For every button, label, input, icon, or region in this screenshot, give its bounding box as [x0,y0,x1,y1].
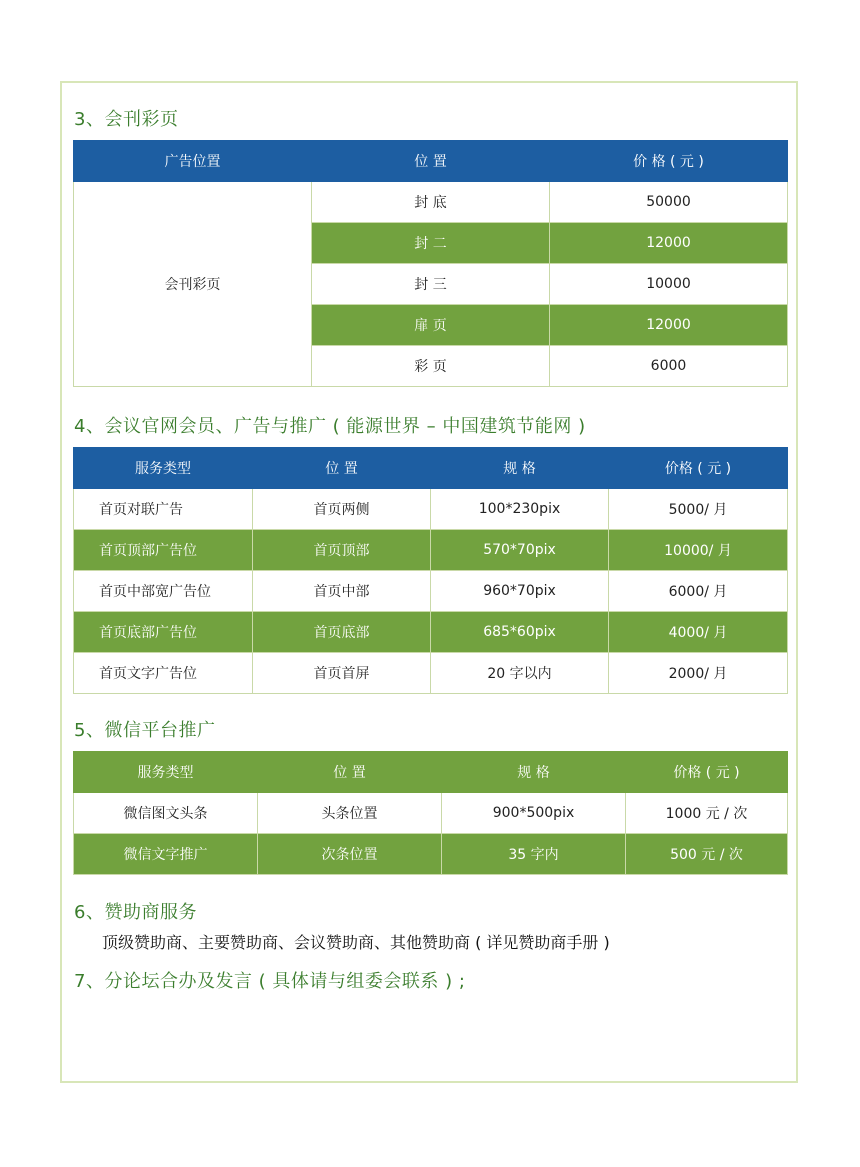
service-type-cell: 首页底部广告位 [74,612,253,653]
section-3-title: 3、会刊彩页 [74,109,179,130]
table-row [74,182,788,223]
spec-cell: 35 字内 [442,834,626,875]
position-cell: 首页底部 [253,612,431,653]
price-cell: 10000/ 月 [609,530,788,571]
header-service-type: 服务类型 [74,448,253,489]
table-header-row [74,448,788,489]
table-row [74,793,788,834]
position-cell: 扉 页 [312,305,550,346]
price-cell: 50000 [550,182,788,223]
price-cell: 500 元 / 次 [626,834,788,875]
group-label-cell: 会刊彩页 [74,182,312,387]
website-ad-table [73,447,788,694]
spec-cell: 20 字以内 [431,653,609,694]
spec-cell: 960*70pix [431,571,609,612]
header-position: 位 置 [258,752,442,793]
table-header-row [74,141,788,182]
price-cell: 4000/ 月 [609,612,788,653]
price-cell: 12000 [550,223,788,264]
section-6-title: 6、赞助商服务 [74,902,197,923]
header-spec: 规 格 [442,752,626,793]
table-row [74,530,788,571]
section-5-title: 5、微信平台推广 [74,720,216,741]
position-cell: 首页两侧 [253,489,431,530]
spec-cell: 900*500pix [442,793,626,834]
service-type-cell: 首页顶部广告位 [74,530,253,571]
header-price: 价格 ( 元 ) [609,448,788,489]
service-type-cell: 微信图文头条 [74,793,258,834]
price-cell: 5000/ 月 [609,489,788,530]
wechat-promo-table [73,751,788,875]
spec-cell: 570*70pix [431,530,609,571]
table-row [74,612,788,653]
table-row [74,653,788,694]
section-4-title: 4、会议官网会员、广告与推广 ( 能源世界 – 中国建筑节能网 ) [74,416,586,437]
position-cell: 彩 页 [312,346,550,387]
position-cell: 首页中部 [253,571,431,612]
position-cell: 次条位置 [258,834,442,875]
service-type-cell: 首页文字广告位 [74,653,253,694]
sponsor-types-text: 顶级赞助商、主要赞助商、会议赞助商、其他赞助商 ( 详见赞助商手册 ) [102,933,610,952]
position-cell: 封 二 [312,223,550,264]
table-row [74,489,788,530]
price-cell: 12000 [550,305,788,346]
service-type-cell: 微信文字推广 [74,834,258,875]
price-cell: 6000 [550,346,788,387]
table-row [74,834,788,875]
table-row [74,571,788,612]
position-cell: 首页首屏 [253,653,431,694]
position-cell: 头条位置 [258,793,442,834]
spec-cell: 685*60pix [431,612,609,653]
position-cell: 封 底 [312,182,550,223]
price-cell: 1000 元 / 次 [626,793,788,834]
header-position: 位 置 [312,141,550,182]
section-7-title: 7、分论坛合办及发言 ( 具体请与组委会联系 ) ; [74,971,466,992]
header-service-type: 服务类型 [74,752,258,793]
service-type-cell: 首页对联广告 [74,489,253,530]
header-price: 价格 ( 元 ) [626,752,788,793]
header-spec: 规 格 [431,448,609,489]
header-position: 位 置 [253,448,431,489]
header-price: 价 格 ( 元 ) [550,141,788,182]
position-cell: 封 三 [312,264,550,305]
price-cell: 10000 [550,264,788,305]
spec-cell: 100*230pix [431,489,609,530]
price-cell: 6000/ 月 [609,571,788,612]
header-ad-position: 广告位置 [74,141,312,182]
service-type-cell: 首页中部宽广告位 [74,571,253,612]
position-cell: 首页顶部 [253,530,431,571]
table-header-row [74,752,788,793]
brochure-ad-table [73,140,788,387]
price-cell: 2000/ 月 [609,653,788,694]
